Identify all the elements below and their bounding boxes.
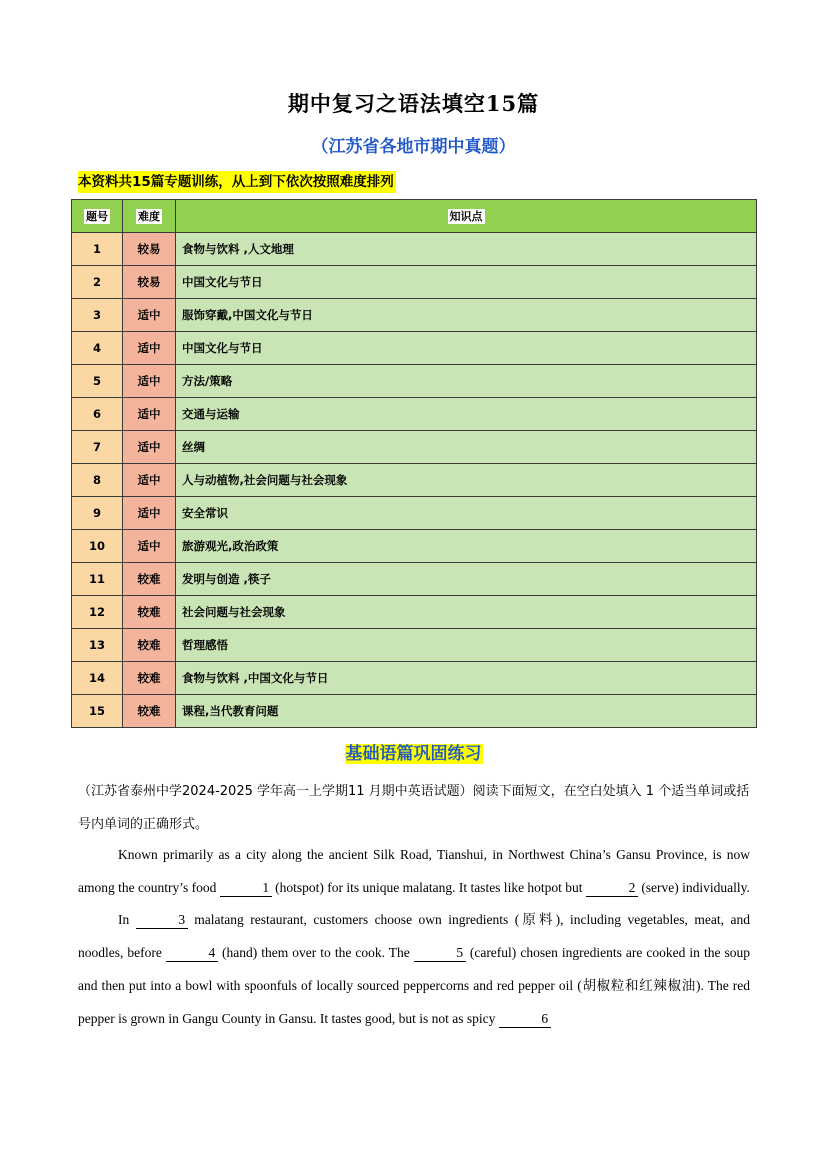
table-row xyxy=(72,695,757,728)
table-row xyxy=(72,398,757,431)
row-difficulty: 适中 xyxy=(123,497,176,530)
table-row xyxy=(72,662,757,695)
table-row xyxy=(72,431,757,464)
table-row xyxy=(72,233,757,266)
row-topic: 旅游观光,政治政策 xyxy=(176,530,757,563)
row-topic: 食物与饮料 ,人文地理 xyxy=(176,233,757,266)
row-topic: 社会问题与社会现象 xyxy=(176,596,757,629)
table-row xyxy=(72,497,757,530)
row-number: 10 xyxy=(72,530,123,563)
header-topic: 知识点 xyxy=(176,200,757,233)
row-difficulty: 适中 xyxy=(123,365,176,398)
answer-blank[interactable]: 2 xyxy=(586,880,638,897)
row-topic: 服饰穿戴,中国文化与节日 xyxy=(176,299,757,332)
row-number: 5 xyxy=(72,365,123,398)
row-number: 2 xyxy=(72,266,123,299)
row-topic: 人与动植物,社会问题与社会现象 xyxy=(176,464,757,497)
row-difficulty: 较难 xyxy=(123,662,176,695)
row-topic: 丝绸 xyxy=(176,431,757,464)
row-topic: 课程,当代教育问题 xyxy=(176,695,757,728)
header-difficulty: 难度 xyxy=(123,200,176,233)
row-topic: 安全常识 xyxy=(176,497,757,530)
row-topic: 哲理感悟 xyxy=(176,629,757,662)
exercise-instructions: （江苏省泰州中学2024-2025 学年高一上学期11 月期中英语试题）阅读下面短文，在空白处填入 1 个适当单词或括号内单词的正确形式。 xyxy=(78,784,750,832)
row-topic: 食物与饮料 ,中国文化与节日 xyxy=(176,662,757,695)
passage-paragraph: In 3 malatang restaurant, customers choose own ingredients (原料), including vegetables, meat, and noodles, before 4 (hand) them over to the cook. The 5 (careful) chosen ingredients are cooked in the soup and then put into a bowl with spoonfuls of locally sourced peppercorns and red pepper oil (胡椒粒和红辣椒油). The red pepper is grown in Gangu County in Gansu. It tastes good, but is not as spicy 6 xyxy=(78,912,750,1026)
passage-paragraph: Known primarily as a city along the ancient Silk Road, Tianshui, in Northwest China’s Gansu Province, is now among the country’s food 1 (hotspot) for its unique malatang. It tastes like hotpot but 2 (serve) individually. xyxy=(78,847,750,895)
row-difficulty: 较易 xyxy=(123,266,176,299)
answer-blank[interactable]: 6 xyxy=(499,1011,551,1028)
row-difficulty: 适中 xyxy=(123,431,176,464)
table-row xyxy=(72,266,757,299)
row-difficulty: 适中 xyxy=(123,530,176,563)
row-topic: 中国文化与节日 xyxy=(176,332,757,365)
row-difficulty: 适中 xyxy=(123,398,176,431)
row-difficulty: 适中 xyxy=(123,464,176,497)
table-row xyxy=(72,365,757,398)
row-difficulty: 较难 xyxy=(123,596,176,629)
row-topic: 发明与创造 ,筷子 xyxy=(176,563,757,596)
header-number: 题号 xyxy=(72,200,123,233)
row-topic: 中国文化与节日 xyxy=(176,266,757,299)
row-difficulty: 较难 xyxy=(123,629,176,662)
table-header-row xyxy=(72,200,757,233)
row-number: 15 xyxy=(72,695,123,728)
row-number: 4 xyxy=(72,332,123,365)
reading-passage xyxy=(78,839,750,1035)
row-number: 8 xyxy=(72,464,123,497)
row-difficulty: 适中 xyxy=(123,299,176,332)
row-difficulty: 较难 xyxy=(123,563,176,596)
row-number: 14 xyxy=(72,662,123,695)
row-difficulty: 适中 xyxy=(123,332,176,365)
table-row xyxy=(72,530,757,563)
row-topic: 交通与运输 xyxy=(176,398,757,431)
answer-blank[interactable]: 4 xyxy=(166,945,218,962)
row-difficulty: 较难 xyxy=(123,695,176,728)
row-number: 9 xyxy=(72,497,123,530)
row-number: 12 xyxy=(72,596,123,629)
answer-blank[interactable]: 1 xyxy=(220,880,272,897)
row-number: 7 xyxy=(72,431,123,464)
knowledge-point-table xyxy=(71,199,757,728)
row-number: 6 xyxy=(72,398,123,431)
table-row xyxy=(72,464,757,497)
highlight-note: 本资料共15篇专题训练，从上到下依次按照难度排列 xyxy=(78,171,396,193)
section-title: 基础语篇巩固练习 xyxy=(345,744,482,764)
row-number: 1 xyxy=(72,233,123,266)
document-subtitle: （江苏省各地市期中真题） xyxy=(311,137,516,157)
row-number: 3 xyxy=(72,299,123,332)
table-row xyxy=(72,332,757,365)
answer-blank[interactable]: 3 xyxy=(136,912,188,929)
table-row xyxy=(72,596,757,629)
table-row xyxy=(72,563,757,596)
document-title: 期中复习之语法填空15篇 xyxy=(287,91,540,116)
table-row xyxy=(72,629,757,662)
row-difficulty: 较易 xyxy=(123,233,176,266)
answer-blank[interactable]: 5 xyxy=(414,945,466,962)
row-number: 11 xyxy=(72,563,123,596)
row-topic: 方法/策略 xyxy=(176,365,757,398)
table-row xyxy=(72,299,757,332)
row-number: 13 xyxy=(72,629,123,662)
